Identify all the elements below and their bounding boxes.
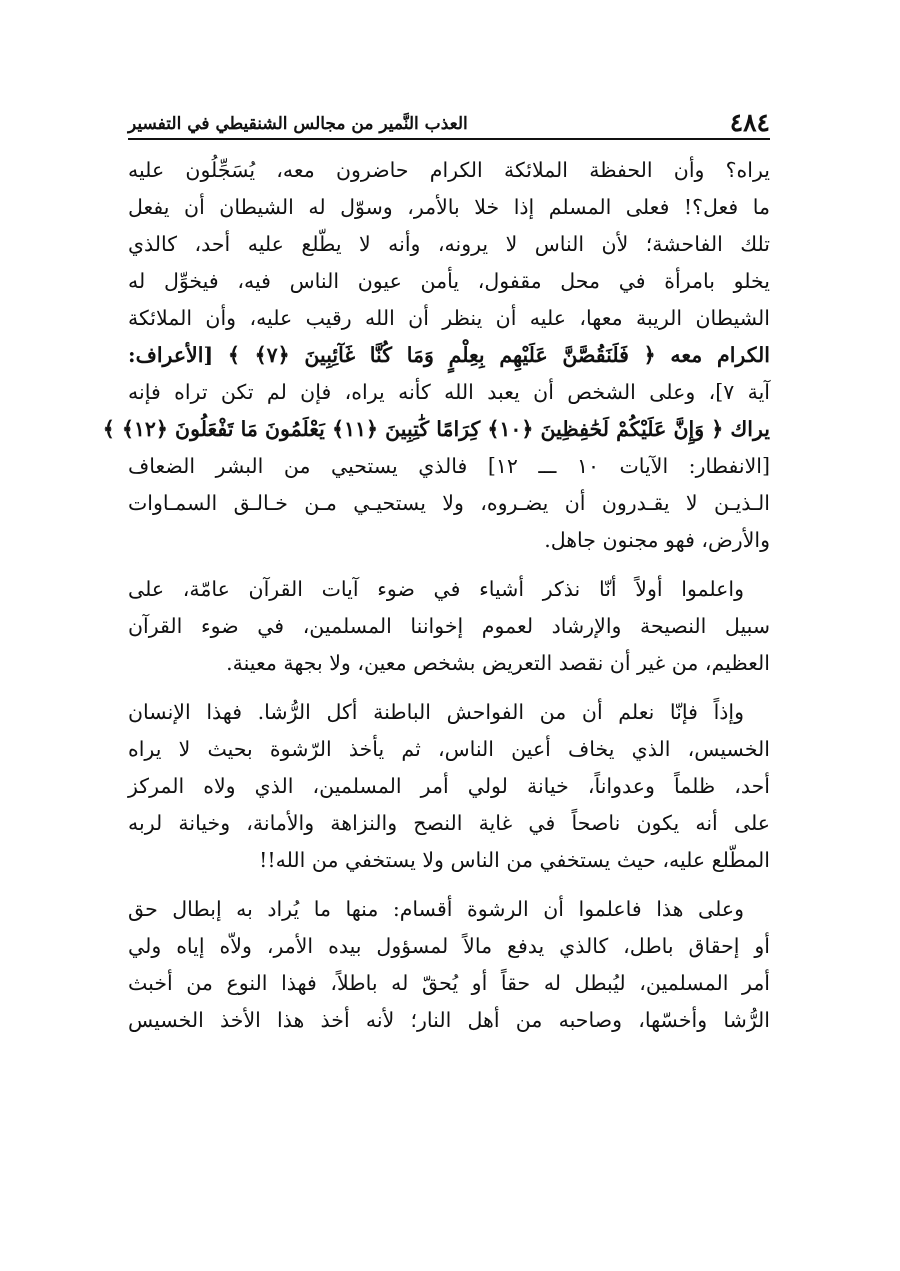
text-line: على أنه يكون ناصحاً في غاية النصح والنزاهة والأمانة، وخيانة لربه [128,811,770,835]
text-line: الرُّشا وأخسّها، وصاحبه من أهل النار؛ لأنه أخذ هذا الأخذ الخسيس [128,1008,770,1032]
text-line: يخلو بامرأة في محل مقفول، يأمن عيون الناس فيه، فيخوِّل له [128,269,770,293]
book-title: العذب النَّمير من مجالس الشنقيطي في التفسير [128,114,468,134]
text-line: [الانفطار: الآيات ١٠ ـــ ١٢] فالذي يستحيي من البشر الضعاف [128,454,771,478]
text-line: ما فعل؟! فعلى المسلم إذا خلا بالأمر، وسوّل له الشيطان أن يفعل [128,195,770,219]
text-line: المطّلع عليه، حيث يستخفي من الناس ولا يستخفي من الله!! [259,848,770,872]
paragraph-2 [128,571,770,682]
page-number: ٤٨٤ [729,108,770,137]
text-line: أحد، ظلماً وعدواناً، خيانة لولي أمر المسلمين، الذي ولاه المركز [128,774,770,798]
text-line: الـذيـن لا يقـدرون أن يضـروه، ولا يستحيـي مـن خـالـق السمـاوات [128,491,770,515]
text-line: والأرض، فهو مجنون جاهل. [544,528,770,552]
quran-verse-line: يراك ﴿ وَإِنَّ عَلَيْكُمْ لَحَٰفِظِينَ ﴿١٠﴾ كِرَامًا كَٰتِبِينَ ﴿١١﴾ يَعْلَمُونَ مَا تَفْعَلُونَ ﴿١٢﴾ ﴾ [102,417,770,441]
paragraph-3 [128,694,770,879]
text-line: الشيطان الريبة معها، عليه أن ينظر أن الله رقيب عليه، وأن الملائكة [128,306,770,330]
page-body [102,152,771,1051]
text-line: أو إحقاق باطل، كالذي يدفع مالاً لمسؤول بيده الأمر، ولاّه إياه ولي [128,934,770,958]
text-line: تلك الفاحشة؛ لأن الناس لا يرونه، وأنه لا يطّلع عليه أحد، كالذي [128,232,770,256]
text-line: وإذاً فإنّا نعلم أن من الفواحش الباطنة أكل الرُّشا. فهذا الإنسان [128,700,744,724]
text-line: يراه؟ وأن الحفظة الملائكة الكرام حاضرون معه، يُسَجِّلُون عليه [128,158,770,182]
text-line: وعلى هذا فاعلموا أن الرشوة أقسام: منها ما يُراد به إبطال حق [128,897,744,921]
text-line: سبيل النصيحة والإرشاد لعموم إخواننا المسلمين، في ضوء القرآن [128,614,770,638]
paragraph-4 [128,891,770,1039]
paragraph-1 [102,152,771,559]
page-header [128,100,770,140]
text-line: العظيم، من غير أن نقصد التعريض بشخص معين، ولا بجهة معينة. [226,651,770,675]
text-line: آية ٧]، وعلى الشخص أن يعبد الله كأنه يراه، فإن لم تكن تراه فإنه [128,380,770,404]
text-line: واعلموا أولاً أنّا نذكر أشياء في ضوء آيات القرآن عامّة، على [128,577,744,601]
text-line: أمر المسلمين، ليُبطل له حقاً أو يُحقّ له باطلاً، فهذا النوع من أخبث [128,971,770,995]
text-line: الخسيس، الذي يخاف أعين الناس، ثم يأخذ الرّشوة بحيث لا يراه [128,737,770,761]
quran-verse-line: الكرام معه ﴿ فَلَنَقُصَّنَّ عَلَيْهِم بِعِلْمٍ وَمَا كُنَّا غَآئِبِينَ ﴿٧﴾ ﴾ [الأعراف: [128,343,770,367]
